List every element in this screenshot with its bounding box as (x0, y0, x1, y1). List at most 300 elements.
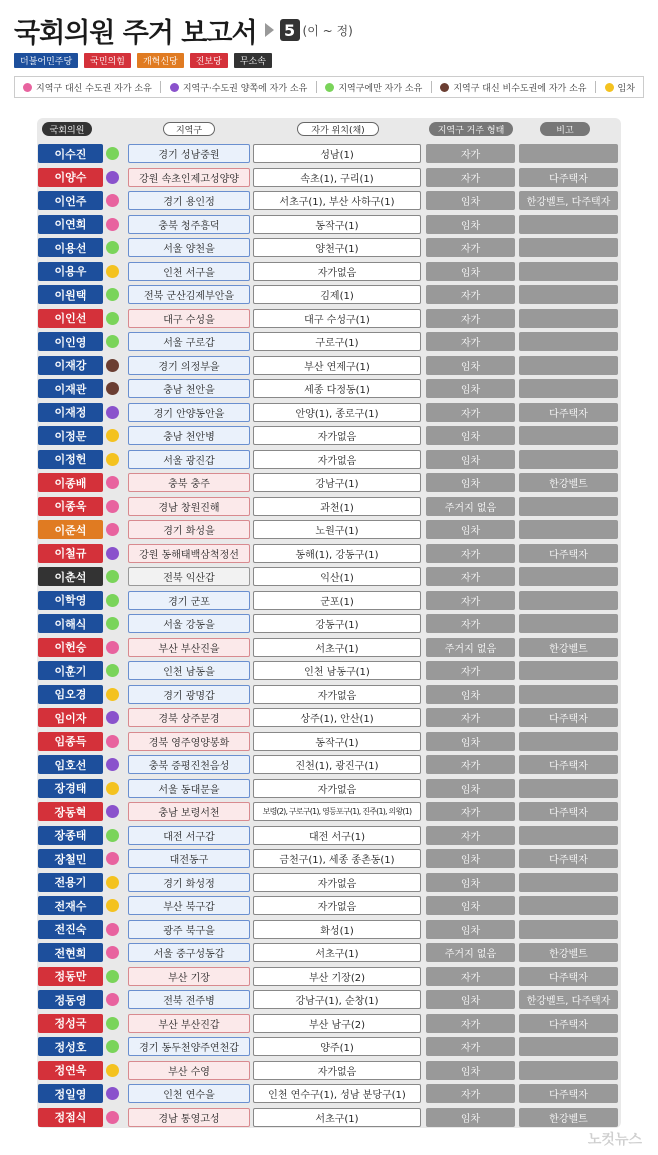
note: 다주택자 (519, 544, 618, 563)
note (519, 920, 618, 939)
table-row (37, 683, 621, 707)
home-location: 군포(1) (253, 591, 421, 610)
ownership-dot-cell (103, 591, 121, 610)
note: 한강벨트 (519, 638, 618, 657)
ownership-dot-cell (103, 473, 121, 492)
ownership-dot-cell (103, 262, 121, 281)
note (519, 591, 618, 610)
table-row (37, 189, 621, 213)
home-location: 화성(1) (253, 920, 421, 939)
member-region: 서울 광진갑 (128, 450, 250, 469)
play-triangle-icon (265, 23, 274, 37)
member-region: 강원 동해태백삼척정선 (128, 544, 250, 563)
table-row (37, 941, 621, 965)
member-name: 이용선 (38, 238, 103, 257)
note: 다주택자 (519, 708, 618, 727)
home-location: 익산(1) (253, 567, 421, 586)
ownership-dot-cell (103, 356, 121, 375)
table-row (37, 871, 621, 895)
note: 다주택자 (519, 168, 618, 187)
member-name: 이종욱 (38, 497, 103, 516)
ownership-dot-icon (106, 570, 119, 583)
ownership-dot-icon (106, 993, 119, 1006)
member-region: 전북 군산김제부안을 (128, 285, 250, 304)
note (519, 1037, 618, 1056)
table-row (37, 1059, 621, 1083)
member-region: 부산 기장 (128, 967, 250, 986)
residence-type: 자가 (426, 567, 515, 586)
legend-divider (431, 81, 432, 93)
table-row (37, 401, 621, 425)
member-region: 경기 성남중원 (128, 144, 250, 163)
ownership-dot-icon (106, 171, 119, 184)
home-location: 자가없음 (253, 685, 421, 704)
member-region: 충북 청주흥덕 (128, 215, 250, 234)
home-location: 대구 수성구(1) (253, 309, 421, 328)
note (519, 567, 618, 586)
table-row (37, 612, 621, 636)
member-region: 서울 구로갑 (128, 332, 250, 351)
note: 한강벨트, 다주택자 (519, 990, 618, 1009)
note (519, 144, 618, 163)
ownership-dot-icon (106, 382, 119, 395)
ownership-dot-icon (106, 946, 119, 959)
member-name: 장종태 (38, 826, 103, 845)
home-location: 인천 연수구(1), 성남 분당구(1) (253, 1084, 421, 1103)
residence-type: 임차 (426, 426, 515, 445)
home-location: 금천구(1), 세종 종촌동(1) (253, 849, 421, 868)
note (519, 614, 618, 633)
table-row (37, 166, 621, 190)
ownership-dot-icon (106, 500, 119, 513)
ownership-dot-cell (103, 379, 121, 398)
member-region: 인천 연수을 (128, 1084, 250, 1103)
ownership-dot-icon (106, 688, 119, 701)
legend-label: 지역구·수도권 양쪽에 자가 소유 (182, 83, 308, 94)
member-region: 충남 천안병 (128, 426, 250, 445)
residence-type: 자가 (426, 708, 515, 727)
note (519, 262, 618, 281)
table-row (37, 424, 621, 448)
table-row (37, 518, 621, 542)
home-location: 양주(1) (253, 1037, 421, 1056)
residence-type: 임차 (426, 262, 515, 281)
ownership-dot-cell (103, 144, 121, 163)
ownership-dot-icon (106, 429, 119, 442)
member-region: 강원 속초인제고성양양 (128, 168, 250, 187)
ownership-dot-cell (103, 873, 121, 892)
home-location: 자가없음 (253, 779, 421, 798)
table-row (37, 636, 621, 660)
ownership-dot-icon (106, 335, 119, 348)
residence-type: 임차 (426, 896, 515, 915)
residence-type: 임차 (426, 473, 515, 492)
note (519, 285, 618, 304)
member-name: 이인영 (38, 332, 103, 351)
ownership-dot-cell (103, 1084, 121, 1103)
member-region: 전북 전주병 (128, 990, 250, 1009)
residence-type: 임차 (426, 1108, 515, 1127)
residence-type: 주거지 없음 (426, 943, 515, 962)
member-name: 전진숙 (38, 920, 103, 939)
column-header-type: 지역구 거주 형태 (429, 122, 513, 136)
ownership-dot-icon (106, 876, 119, 889)
residence-type: 임차 (426, 450, 515, 469)
residence-type: 임차 (426, 920, 515, 939)
residence-type: 임차 (426, 356, 515, 375)
ownership-dot-cell (103, 614, 121, 633)
ownership-dot-icon (106, 782, 119, 795)
table-row (37, 565, 621, 589)
note (519, 779, 618, 798)
member-region: 경기 광명갑 (128, 685, 250, 704)
member-region: 경기 동두천양주연천갑 (128, 1037, 250, 1056)
table-row (37, 260, 621, 284)
page-title: 국회의원 주거 보고서 (14, 17, 257, 49)
ownership-dot-cell (103, 732, 121, 751)
ownership-dot-icon (106, 1017, 119, 1030)
member-region: 경기 의정부을 (128, 356, 250, 375)
ownership-dot-cell (103, 826, 121, 845)
note: 다주택자 (519, 849, 618, 868)
residence-type: 임차 (426, 873, 515, 892)
home-location: 성남(1) (253, 144, 421, 163)
member-name: 임호선 (38, 755, 103, 774)
legend-dot-icon (23, 83, 32, 92)
ownership-dot-icon (106, 711, 119, 724)
table-row (37, 283, 621, 307)
member-name: 장경태 (38, 779, 103, 798)
residence-type: 자가 (426, 238, 515, 257)
member-region: 전북 익산갑 (128, 567, 250, 586)
member-table (37, 142, 621, 1129)
member-name: 이재정 (38, 403, 103, 422)
ownership-dot-icon (106, 288, 119, 301)
ownership-dot-cell (103, 920, 121, 939)
residence-type: 자가 (426, 309, 515, 328)
party-badge: 더불어민주당 (14, 53, 78, 68)
member-region: 부산 부산진갑 (128, 1014, 250, 1033)
member-name: 이학영 (38, 591, 103, 610)
legend-label: 지역구 대신 수도권 자가 소유 (36, 83, 152, 94)
ownership-dot-cell (103, 1037, 121, 1056)
note: 한강벨트 (519, 1108, 618, 1127)
ownership-dot-cell (103, 215, 121, 234)
ownership-dot-cell (103, 755, 121, 774)
ownership-dot-icon (106, 852, 119, 865)
note (519, 896, 618, 915)
member-name: 이훈기 (38, 661, 103, 680)
party-badge: 개혁신당 (137, 53, 184, 68)
ownership-dot-icon (106, 406, 119, 419)
ownership-dot-cell (103, 896, 121, 915)
residence-type: 임차 (426, 379, 515, 398)
home-location: 자가없음 (253, 450, 421, 469)
home-location: 자가없음 (253, 873, 421, 892)
header (14, 10, 353, 50)
home-location: 안양(1), 종로구(1) (253, 403, 421, 422)
note (519, 332, 618, 351)
table-row (37, 730, 621, 754)
ownership-dot-icon (106, 1111, 119, 1124)
legend-dot-icon (325, 83, 334, 92)
member-name: 이연희 (38, 215, 103, 234)
member-name: 이언주 (38, 191, 103, 210)
ownership-dot-icon (106, 312, 119, 325)
ownership-dot-cell (103, 943, 121, 962)
note: 한강벨트 (519, 943, 618, 962)
member-region: 경기 용인정 (128, 191, 250, 210)
member-region: 서울 동대문을 (128, 779, 250, 798)
member-name: 이수진 (38, 144, 103, 163)
member-region: 경기 안양동안을 (128, 403, 250, 422)
ownership-dot-icon (106, 970, 119, 983)
home-location: 세종 다정동(1) (253, 379, 421, 398)
ownership-dot-cell (103, 1014, 121, 1033)
part-number-badge: 5 (280, 19, 300, 41)
ownership-dot-icon (106, 923, 119, 936)
residence-type: 자가 (426, 1037, 515, 1056)
column-header-name: 국회의원 (42, 122, 92, 136)
table-row (37, 542, 621, 566)
ownership-dot-cell (103, 332, 121, 351)
ownership-dot-cell (103, 450, 121, 469)
ownership-dot-cell (103, 1108, 121, 1127)
ownership-dot-icon (106, 899, 119, 912)
residence-type: 자가 (426, 1014, 515, 1033)
home-location: 대전 서구(1) (253, 826, 421, 845)
note (519, 356, 618, 375)
member-region: 대구 수성을 (128, 309, 250, 328)
table-row (37, 894, 621, 918)
note (519, 426, 618, 445)
member-name: 이재강 (38, 356, 103, 375)
residence-type: 자가 (426, 403, 515, 422)
legend-divider (595, 81, 596, 93)
residence-type: 임차 (426, 732, 515, 751)
residence-type: 자가 (426, 661, 515, 680)
note (519, 826, 618, 845)
residence-type: 자가 (426, 967, 515, 986)
table-row (37, 236, 621, 260)
ownership-dot-cell (103, 708, 121, 727)
member-name: 이철규 (38, 544, 103, 563)
home-location: 서초구(1), 부산 사하구(1) (253, 191, 421, 210)
home-location: 김제(1) (253, 285, 421, 304)
ownership-dot-cell (103, 238, 121, 257)
ownership-dot-cell (103, 191, 121, 210)
ownership-dot-icon (106, 453, 119, 466)
ownership-dot-cell (103, 426, 121, 445)
note: 다주택자 (519, 967, 618, 986)
member-region: 경기 화성정 (128, 873, 250, 892)
ownership-dot-icon (106, 1064, 119, 1077)
member-name: 이인선 (38, 309, 103, 328)
legend-label: 지역구에만 자가 소유 (338, 83, 423, 94)
member-region: 부산 부산진을 (128, 638, 250, 657)
legend-divider (316, 81, 317, 93)
ownership-dot-icon (106, 805, 119, 818)
residence-type: 임차 (426, 1061, 515, 1080)
home-location: 노원구(1) (253, 520, 421, 539)
member-name: 이종배 (38, 473, 103, 492)
ownership-dot-cell (103, 567, 121, 586)
residence-type: 주거지 없음 (426, 638, 515, 657)
note (519, 1061, 618, 1080)
table-row (37, 706, 621, 730)
ownership-dot-cell (103, 497, 121, 516)
home-location: 서초구(1) (253, 943, 421, 962)
ownership-dot-icon (106, 265, 119, 278)
table-row (37, 377, 621, 401)
table-row (37, 330, 621, 354)
residence-type: 주거지 없음 (426, 497, 515, 516)
home-location: 부산 연제구(1) (253, 356, 421, 375)
legend-divider (160, 81, 161, 93)
note (519, 450, 618, 469)
note: 다주택자 (519, 1084, 618, 1103)
member-region: 경북 상주문경 (128, 708, 250, 727)
home-location: 인천 남동구(1) (253, 661, 421, 680)
home-location: 동작구(1) (253, 732, 421, 751)
legend-item (605, 81, 635, 94)
member-region: 부산 수영 (128, 1061, 250, 1080)
note: 다주택자 (519, 802, 618, 821)
member-name: 이재관 (38, 379, 103, 398)
table-row (37, 213, 621, 237)
ownership-dot-cell (103, 544, 121, 563)
note: 다주택자 (519, 755, 618, 774)
residence-type: 자가 (426, 755, 515, 774)
table-row (37, 918, 621, 942)
table-row (37, 777, 621, 801)
note (519, 661, 618, 680)
column-header-home: 자가 위치(채) (297, 122, 379, 136)
member-region: 경기 화성을 (128, 520, 250, 539)
home-location: 속초(1), 구리(1) (253, 168, 421, 187)
ownership-dot-icon (106, 547, 119, 560)
residence-type: 자가 (426, 144, 515, 163)
ownership-dot-icon (106, 758, 119, 771)
note (519, 309, 618, 328)
legend-item (170, 81, 307, 94)
member-name: 장철민 (38, 849, 103, 868)
member-name: 전재수 (38, 896, 103, 915)
legend-item (440, 81, 586, 94)
table-row (37, 471, 621, 495)
member-name: 정연욱 (38, 1061, 103, 1080)
residence-type: 자가 (426, 285, 515, 304)
member-name: 임이자 (38, 708, 103, 727)
member-region: 광주 북구을 (128, 920, 250, 939)
residence-type: 자가 (426, 826, 515, 845)
home-location: 부산 기장(2) (253, 967, 421, 986)
member-region: 경남 창원진해 (128, 497, 250, 516)
home-location: 강남구(1), 순창(1) (253, 990, 421, 1009)
residence-type: 임차 (426, 990, 515, 1009)
note (519, 379, 618, 398)
party-legend (14, 53, 272, 68)
member-name: 이해식 (38, 614, 103, 633)
ownership-dot-icon (106, 1040, 119, 1053)
member-name: 이정문 (38, 426, 103, 445)
residence-type: 자가 (426, 544, 515, 563)
table-row (37, 965, 621, 989)
member-name: 정성호 (38, 1037, 103, 1056)
member-region: 인천 남동을 (128, 661, 250, 680)
ownership-dot-cell (103, 849, 121, 868)
table-row (37, 1106, 621, 1130)
member-name: 임오경 (38, 685, 103, 704)
member-region: 경북 영주영양봉화 (128, 732, 250, 751)
column-header-region: 지역구 (163, 122, 215, 136)
table-row (37, 824, 621, 848)
ownership-dot-icon (106, 476, 119, 489)
legend-item (325, 81, 422, 94)
note: 다주택자 (519, 1014, 618, 1033)
ownership-dot-icon (106, 523, 119, 536)
home-location: 진천(1), 광진구(1) (253, 755, 421, 774)
ownership-dot-icon (106, 829, 119, 842)
table-row (37, 800, 621, 824)
party-badge: 무소속 (234, 53, 272, 68)
ownership-dot-cell (103, 520, 121, 539)
residence-type: 임차 (426, 191, 515, 210)
member-name: 이양수 (38, 168, 103, 187)
member-region: 대전동구 (128, 849, 250, 868)
residence-type: 자가 (426, 591, 515, 610)
ownership-dot-cell (103, 403, 121, 422)
table-row (37, 589, 621, 613)
home-location: 강남구(1) (253, 473, 421, 492)
member-name: 정일영 (38, 1084, 103, 1103)
legend-label: 지역구 대신 비수도권에 자가 소유 (453, 83, 587, 94)
member-region: 충북 증평진천음성 (128, 755, 250, 774)
residence-type: 자가 (426, 168, 515, 187)
ownership-dot-icon (106, 218, 119, 231)
member-region: 경남 통영고성 (128, 1108, 250, 1127)
ownership-dot-icon (106, 194, 119, 207)
note (519, 685, 618, 704)
member-name: 정동영 (38, 990, 103, 1009)
note: 한강벨트 (519, 473, 618, 492)
residence-type: 자가 (426, 332, 515, 351)
member-name: 이춘석 (38, 567, 103, 586)
ownership-dot-cell (103, 967, 121, 986)
table-row (37, 1082, 621, 1106)
dot-legend (14, 76, 644, 98)
watermark: 노컷뉴스 (587, 1132, 642, 1148)
member-region: 충북 충주 (128, 473, 250, 492)
ownership-dot-icon (106, 664, 119, 677)
legend-dot-icon (170, 83, 179, 92)
home-location: 상주(1), 안산(1) (253, 708, 421, 727)
home-location: 과천(1) (253, 497, 421, 516)
note: 한강벨트, 다주택자 (519, 191, 618, 210)
ownership-dot-icon (106, 641, 119, 654)
table-row (37, 847, 621, 871)
residence-type: 임차 (426, 779, 515, 798)
note (519, 215, 618, 234)
table-row (37, 988, 621, 1012)
home-location: 자가없음 (253, 262, 421, 281)
member-name: 전현희 (38, 943, 103, 962)
ownership-dot-cell (103, 638, 121, 657)
member-region: 충남 천안을 (128, 379, 250, 398)
table-row (37, 1012, 621, 1036)
home-location: 부산 남구(2) (253, 1014, 421, 1033)
member-name: 이원택 (38, 285, 103, 304)
